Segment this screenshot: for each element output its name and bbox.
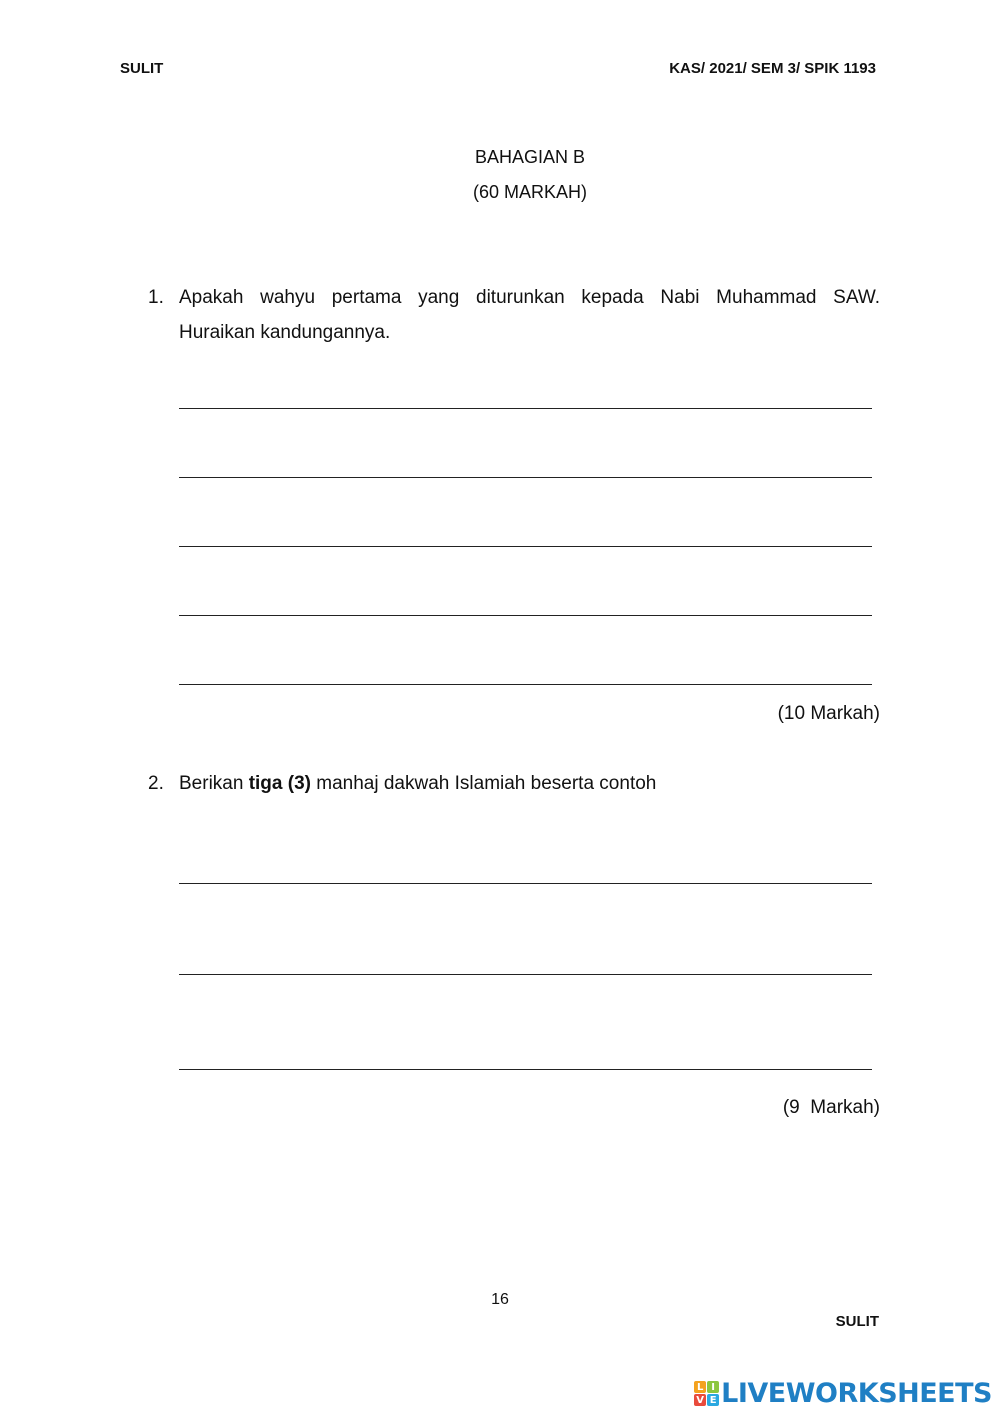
question-1-answer-line-5[interactable]	[179, 684, 872, 685]
question-1-number: 1.	[148, 287, 164, 308]
question-1-answer-line-4[interactable]	[179, 615, 872, 616]
logo-letter-i: I	[707, 1381, 719, 1393]
question-2-answer-line-3[interactable]	[179, 1069, 872, 1070]
logo-letter-l: L	[694, 1381, 706, 1393]
header-sulit-left: SULIT	[120, 60, 164, 77]
question-2-marks: (9 Markah)	[782, 1097, 880, 1118]
page-number: 16	[491, 1291, 509, 1308]
logo-letter-e: E	[707, 1394, 719, 1406]
question-2-text-after: manhaj dakwah Islamiah beserta contoh	[310, 773, 657, 794]
question-1-answer-line-1[interactable]	[179, 408, 872, 409]
question-2-number: 2.	[148, 773, 164, 794]
question-1-text	[179, 280, 880, 350]
question-1-answer-line-3[interactable]	[179, 546, 872, 547]
footer-sulit: SULIT	[835, 1313, 879, 1330]
header-course-code: KAS/ 2021/ SEM 3/ SPIK 1193	[669, 60, 876, 77]
question-1-marks: (10 Markah)	[777, 703, 880, 724]
logo-letter-v: V	[694, 1394, 706, 1406]
liveworksheets-logo-icon	[694, 1381, 719, 1406]
question-2-text-bold: tiga (3)	[248, 773, 311, 794]
question-1-line-2: Huraikan kandungannya.	[179, 322, 391, 343]
liveworksheets-brand-text: LIVEWORKSHEETS	[721, 1378, 992, 1409]
section-total-marks: (60 MARKAH)	[472, 182, 588, 202]
question-1-answer-line-2[interactable]	[179, 477, 872, 478]
liveworksheets-logo[interactable]	[694, 1378, 992, 1409]
question-2-text-before: Berikan	[179, 773, 249, 794]
section-title: BAHAGIAN B	[474, 147, 586, 167]
question-2-answer-line-2[interactable]	[179, 974, 872, 975]
question-1-line-1: Apakah wahyu pertama yang diturunkan kepada Nabi Muhammad SAW.	[179, 287, 880, 308]
question-2-answer-line-1[interactable]	[179, 883, 872, 884]
question-2-text	[179, 766, 880, 801]
